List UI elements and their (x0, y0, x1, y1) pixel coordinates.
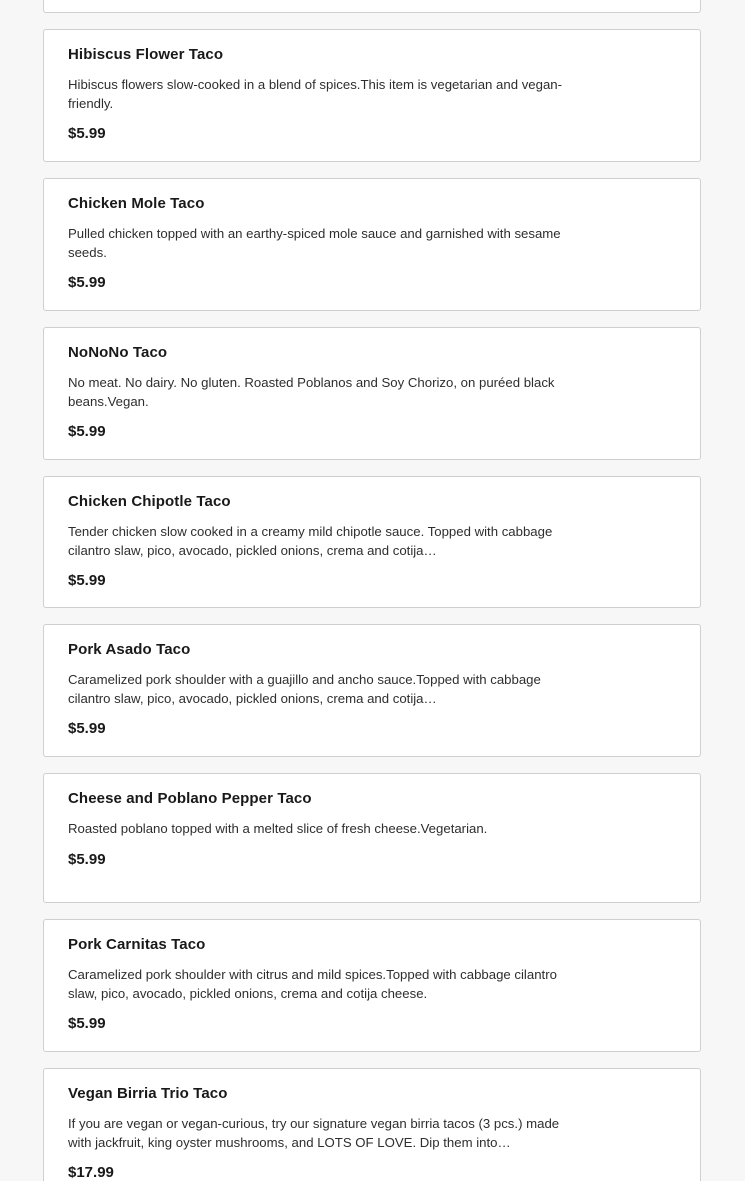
menu-item-name: Cheese and Poblano Pepper Taco (68, 790, 312, 807)
menu-item-name: Chicken Chipotle Taco (68, 493, 231, 510)
menu-item-card[interactable] (43, 919, 701, 1052)
menu-item-price: $5.99 (68, 720, 106, 737)
menu-item-name: Pork Asado Taco (68, 641, 191, 658)
menu-item-card[interactable] (43, 773, 701, 903)
menu-item-price: $5.99 (68, 851, 106, 868)
menu-item-price: $5.99 (68, 1015, 106, 1032)
menu-item-description: Caramelized pork shoulder with a guajillo and ancho sauce.Topped with cabbage cilantro slaw, pico, avocado, pickled onions, crema and cotija… (68, 672, 541, 706)
menu-item-card[interactable] (43, 476, 701, 608)
menu-item-description: Roasted poblano topped with a melted slice of fresh cheese.Vegetarian. (68, 821, 488, 836)
menu-item-name: Chicken Mole Taco (68, 195, 205, 212)
menu-item-price: $5.99 (68, 572, 106, 589)
menu-item-description: Hibiscus flowers slow-cooked in a blend of spices.This item is vegetarian and vegan-friendly. (68, 77, 563, 111)
menu-item-card[interactable] (43, 624, 701, 757)
menu-item-name: Hibiscus Flower Taco (68, 46, 224, 63)
menu-item-price: $5.99 (68, 125, 106, 142)
menu-item-card[interactable] (43, 327, 701, 460)
menu-item-name: NoNoNo Taco (68, 344, 168, 361)
menu-item-price: $5.99 (68, 423, 106, 440)
menu-item-description: Caramelized pork shoulder with citrus and mild spices.Topped with cabbage cilantro slaw, pico, avocado, pickled onions, crema and cotija cheese. (68, 967, 557, 1001)
menu-item-name: Vegan Birria Trio Taco (68, 1085, 228, 1102)
menu-item-price: $17.99 (68, 1164, 114, 1181)
menu-item-price: $5.99 (68, 274, 106, 291)
menu-item-card[interactable] (43, 178, 701, 311)
menu-item-card[interactable] (43, 29, 701, 162)
menu-item-description: Pulled chicken topped with an earthy-spiced mole sauce and garnished with sesame seeds. (68, 226, 561, 260)
menu-item-name: Pork Carnitas Taco (68, 936, 206, 953)
menu-item-description: If you are vegan or vegan-curious, try our signature vegan birria tacos (3 pcs.) made with jackfruit, king oyster mushrooms, and LOTS OF LOVE. Dip them into… (68, 1116, 560, 1150)
menu-item-card[interactable] (43, 0, 701, 13)
menu-item-description: No meat. No dairy. No gluten. Roasted Poblanos and Soy Chorizo, on puréed black beans.Vegan. (68, 375, 555, 409)
menu-item-card[interactable] (43, 1068, 701, 1181)
menu-item-description: Tender chicken slow cooked in a creamy mild chipotle sauce. Topped with cabbage cilantro slaw, pico, avocado, pickled onions, crema and cotija… (68, 524, 553, 558)
